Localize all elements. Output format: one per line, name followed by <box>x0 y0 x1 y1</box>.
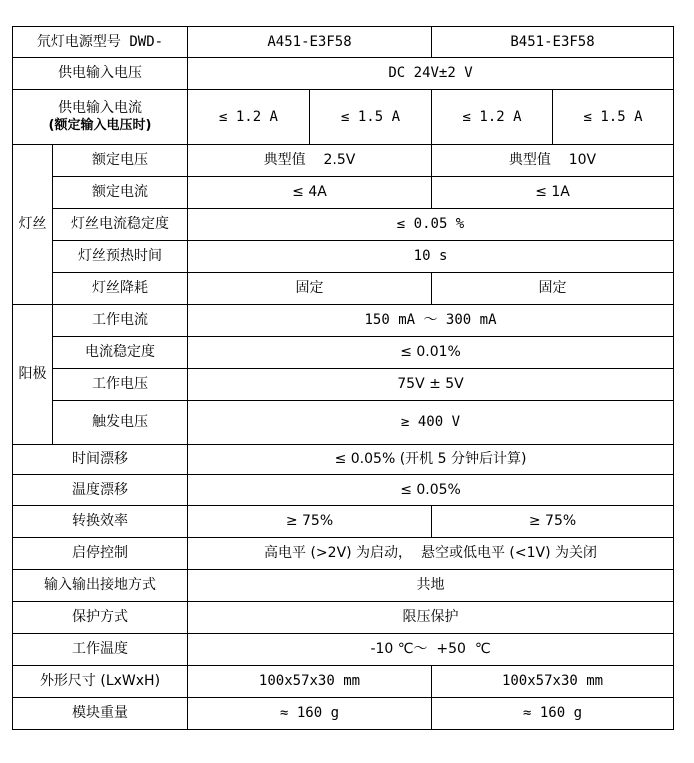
time-drift-value: ≤ 0.05% (开机 5 分钟后计算) <box>188 445 674 475</box>
filament-rated-current-a: ≤ 4A <box>188 177 432 209</box>
filament-rated-current-label: 额定电流 <box>53 177 188 209</box>
protection-label: 保护方式 <box>13 602 188 634</box>
spec-table <box>12 26 674 730</box>
filament-current-stability-label: 灯丝电流稳定度 <box>53 209 188 241</box>
supply-current-a2: ≤ 1.5 A <box>310 90 432 145</box>
dimensions-a: 100x57x30 mm <box>188 666 432 698</box>
table-row-anode-working-current <box>13 305 674 337</box>
table-row-supply-current <box>13 90 674 145</box>
table-row-filament-rated-current <box>13 177 674 209</box>
table-row-temp-drift <box>13 475 674 506</box>
temp-drift-value: ≤ 0.05% <box>188 475 674 506</box>
anode-trigger-voltage-value: ≥ 400 V <box>188 401 674 445</box>
table-row-start-stop <box>13 538 674 570</box>
filament-rated-current-b: ≤ 1A <box>432 177 674 209</box>
filament-power-reduction-a: 固定 <box>188 273 432 305</box>
start-stop-label: 启停控制 <box>13 538 188 570</box>
table-row-time-drift <box>13 445 674 475</box>
model-b: B451-E3F58 <box>432 27 674 58</box>
table-row-dimensions <box>13 666 674 698</box>
efficiency-b: ≥ 75% <box>432 506 674 538</box>
efficiency-label: 转换效率 <box>13 506 188 538</box>
grounding-label: 输入输出接地方式 <box>13 570 188 602</box>
supply-voltage-value: DC 24V±2 V <box>188 58 674 90</box>
weight-b: ≈ 160 g <box>432 698 674 730</box>
time-drift-label: 时间漂移 <box>13 445 188 475</box>
table-row-filament-rated-voltage <box>13 145 674 177</box>
filament-preheat-time-value: 10 s <box>188 241 674 273</box>
table-row-protection <box>13 602 674 634</box>
table-row-filament-power-reduction <box>13 273 674 305</box>
anode-current-stability-label: 电流稳定度 <box>53 337 188 369</box>
table-row-operating-temp <box>13 634 674 666</box>
dimensions-b: 100x57x30 mm <box>432 666 674 698</box>
operating-temp-value: -10 ℃～ +50 ℃ <box>188 634 674 666</box>
supply-current-b2: ≤ 1.5 A <box>553 90 674 145</box>
grounding-value: 共地 <box>188 570 674 602</box>
anode-working-voltage-label: 工作电压 <box>53 369 188 401</box>
anode-working-current-value: 150 mA ～ 300 mA <box>188 305 674 337</box>
table-row-anode-working-voltage <box>13 369 674 401</box>
supply-current-label <box>13 90 188 145</box>
table-row-anode-current-stability <box>13 337 674 369</box>
filament-rated-voltage-b: 典型值 10V <box>432 145 674 177</box>
weight-a: ≈ 160 g <box>188 698 432 730</box>
filament-rated-voltage-a: 典型值 2.5V <box>188 145 432 177</box>
filament-group-label: 灯丝 <box>13 145 53 305</box>
filament-power-reduction-label: 灯丝降耗 <box>53 273 188 305</box>
anode-current-stability-value: ≤ 0.01% <box>188 337 674 369</box>
supply-current-a1: ≤ 1.2 A <box>188 90 310 145</box>
supply-current-b1: ≤ 1.2 A <box>432 90 553 145</box>
anode-working-current-label: 工作电流 <box>53 305 188 337</box>
efficiency-a: ≥ 75% <box>188 506 432 538</box>
table-row-filament-current-stability <box>13 209 674 241</box>
filament-rated-voltage-label: 额定电压 <box>53 145 188 177</box>
filament-current-stability-value: ≤ 0.05 % <box>188 209 674 241</box>
table-row-model <box>13 27 674 58</box>
model-label: 氘灯电源型号 DWD- <box>13 27 188 58</box>
table-row-filament-preheat-time <box>13 241 674 273</box>
temp-drift-label: 温度漂移 <box>13 475 188 506</box>
filament-power-reduction-b: 固定 <box>432 273 674 305</box>
anode-group-label: 阳极 <box>13 305 53 445</box>
filament-preheat-time-label: 灯丝预热时间 <box>53 241 188 273</box>
model-a: A451-E3F58 <box>188 27 432 58</box>
dimensions-label: 外形尺寸 (LxWxH) <box>13 666 188 698</box>
anode-trigger-voltage-label: 触发电压 <box>53 401 188 445</box>
weight-label: 模块重量 <box>13 698 188 730</box>
supply-current-label-line1: 供电输入电流 <box>58 100 142 116</box>
table-row-supply-voltage <box>13 58 674 90</box>
protection-value: 限压保护 <box>188 602 674 634</box>
table-row-efficiency <box>13 506 674 538</box>
table-row-anode-trigger-voltage <box>13 401 674 445</box>
operating-temp-label: 工作温度 <box>13 634 188 666</box>
supply-current-label-line2: (额定输入电压时) <box>48 118 152 133</box>
table-row-grounding <box>13 570 674 602</box>
table-row-weight <box>13 698 674 730</box>
supply-voltage-label: 供电输入电压 <box>13 58 188 90</box>
start-stop-value: 高电平 (>2V) 为启动， 悬空或低电平 (<1V) 为关闭 <box>188 538 674 570</box>
anode-working-voltage-value: 75V ± 5V <box>188 369 674 401</box>
